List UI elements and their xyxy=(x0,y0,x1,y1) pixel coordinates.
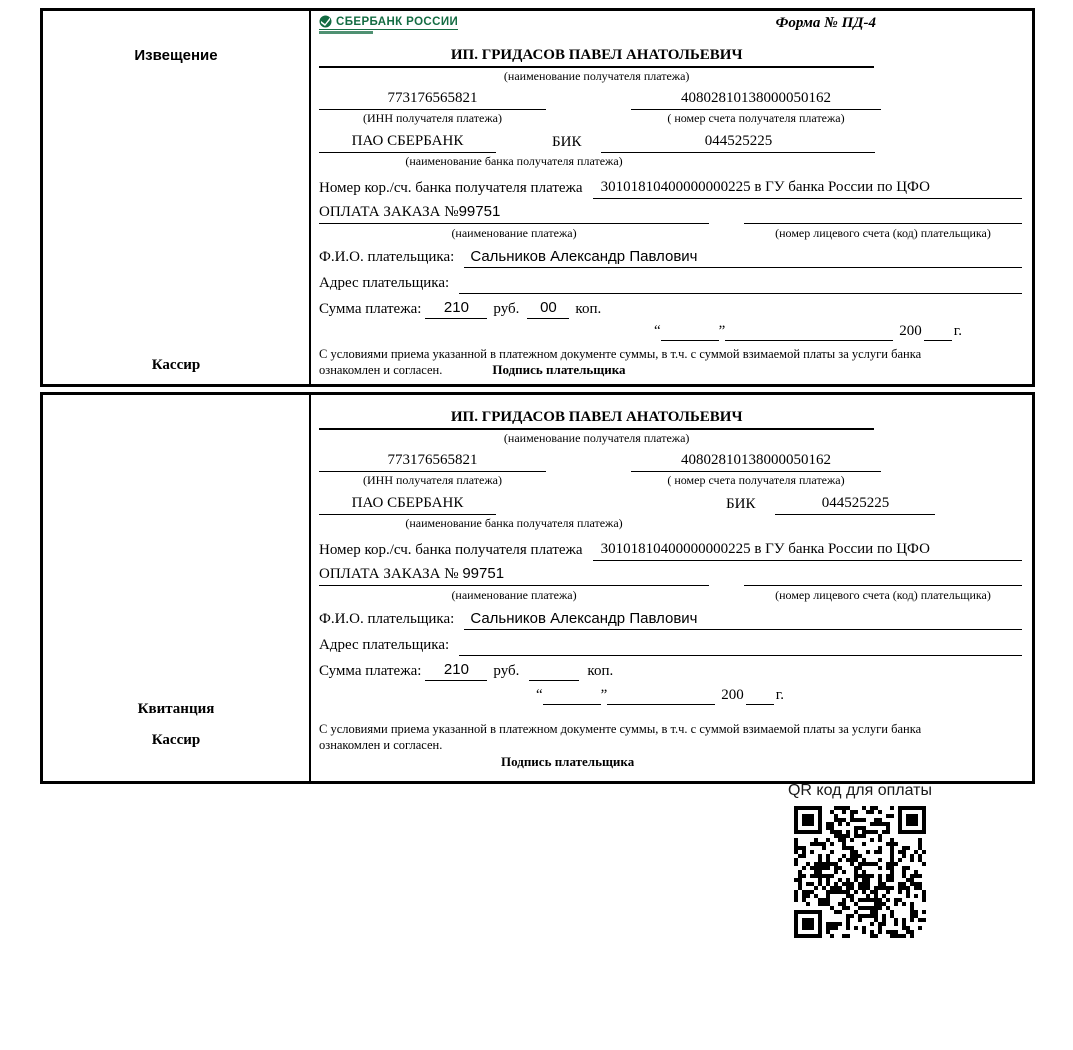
payer-address-label: Адрес плательщика: xyxy=(319,637,450,653)
notice-left-column xyxy=(43,11,311,384)
sum-row xyxy=(319,298,1022,319)
qr-payment-block xyxy=(760,782,960,943)
slips-container xyxy=(40,8,1035,784)
payment-purpose-row xyxy=(319,202,1022,224)
payment-purpose-label: ОПЛАТА ЗАКАЗА № xyxy=(319,566,459,582)
date-day-blank xyxy=(543,704,601,705)
payment-order-number: 99751 xyxy=(458,203,501,220)
receipt-left-column xyxy=(43,395,311,781)
agreement-line1: С условиями приема указанной в платежном документе суммы, в т.ч. с суммой взимаемой платы за услуги банка xyxy=(319,347,922,361)
inn-account-values-row xyxy=(319,450,1022,472)
bank-name-value: ПАО СБЕРБАНК xyxy=(319,131,496,153)
payer-signature-label: Подпись плательщика xyxy=(501,754,635,769)
sberbank-tagline-smudge xyxy=(319,31,373,34)
agreement-line2-wrap xyxy=(319,362,1022,378)
sum-row xyxy=(319,660,1022,681)
date-day-blank xyxy=(661,340,719,341)
account-caption: ( номер счета получателя платежа) xyxy=(667,111,845,125)
notice-header-row xyxy=(319,15,1022,45)
receipt-section-label: Квитанция xyxy=(137,701,215,717)
corr-account-row xyxy=(319,537,1022,561)
account-caption: ( номер счета получателя платежа) xyxy=(667,473,845,487)
date-year-suffix: г. xyxy=(953,323,962,339)
notice-body xyxy=(311,11,1032,384)
spacer xyxy=(546,110,631,127)
corr-account-value: 30101810400000000225 в ГУ банка России по ЦФО xyxy=(593,538,1022,561)
bank-name-caption: (наименование банка получателя платежа) xyxy=(405,516,623,530)
receipt-section xyxy=(40,392,1035,784)
account-value: 40802810138000050162 xyxy=(631,450,881,472)
date-year-prefix: 200 xyxy=(721,687,744,703)
agreement-line1: С условиями приема указанной в платежном документе суммы, в т.ч. с суммой взимаемой платы за услуги банка xyxy=(319,722,922,736)
qr-code-image xyxy=(794,806,926,938)
sum-kopecks-value: 00 xyxy=(527,298,569,319)
kopecks-unit: коп. xyxy=(575,301,602,317)
bank-row xyxy=(319,493,1022,515)
quote-close: ” xyxy=(600,687,608,703)
payment-purpose-label: ОПЛАТА ЗАКАЗА № xyxy=(319,204,459,220)
bik-value: 044525225 xyxy=(775,493,935,515)
date-row xyxy=(319,319,962,341)
bank-row xyxy=(319,131,1022,153)
bik-label: БИК xyxy=(726,496,756,512)
date-year-prefix: 200 xyxy=(899,323,922,339)
notice-section-label: Извещение xyxy=(134,47,218,64)
spacer xyxy=(546,472,631,489)
payer-name-row xyxy=(319,608,1022,630)
kopecks-unit: коп. xyxy=(587,663,614,679)
form-number-label: Форма № ПД-4 xyxy=(775,15,876,31)
inn-account-captions-row xyxy=(319,110,1022,127)
payer-name-value: Сальников Александр Павлович xyxy=(464,608,1022,630)
payment-captions-row xyxy=(319,224,1022,242)
date-month-blank xyxy=(607,704,715,705)
notice-cashier-label: Кассир xyxy=(151,357,201,373)
payer-address-label: Адрес плательщика: xyxy=(319,275,450,291)
inn-value: 773176565821 xyxy=(319,450,546,472)
quote-open: “ xyxy=(653,323,661,339)
payer-name-value: Сальников Александр Павлович xyxy=(464,246,1022,268)
sum-label: Сумма платежа: xyxy=(319,301,422,317)
payer-address-value xyxy=(459,293,1022,294)
date-year-blank xyxy=(924,340,952,341)
recipient-name-caption: (наименование получателя платежа) xyxy=(503,69,690,83)
corr-account-label: Номер кор./сч. банка получателя платежа xyxy=(319,180,583,196)
date-year-suffix: г. xyxy=(775,687,784,703)
payer-signature-label: Подпись плательщика xyxy=(492,362,626,377)
agreement-text xyxy=(319,721,1022,770)
rubles-unit: руб. xyxy=(493,301,520,317)
inn-value: 773176565821 xyxy=(319,88,546,110)
payer-address-row xyxy=(319,272,1022,294)
spacer xyxy=(709,586,744,604)
personal-account-caption: (номер лицевого счета (код) плательщика) xyxy=(775,588,991,602)
payment-purpose-caption: (наименование платежа) xyxy=(451,588,577,602)
inn-account-values-row xyxy=(319,88,1022,110)
agreement-line2: ознакомлен и согласен. xyxy=(319,738,443,752)
payer-address-row xyxy=(319,634,1022,656)
sum-rubles-value: 210 xyxy=(425,298,487,319)
inn-caption: (ИНН получателя платежа) xyxy=(363,111,502,125)
recipient-name: ИП. ГРИДАСОВ ПАВЕЛ АНАТОЛЬЕВИЧ xyxy=(319,45,874,68)
date-month-blank xyxy=(725,340,893,341)
agreement-text xyxy=(319,346,1022,378)
spacer xyxy=(709,224,744,242)
quote-open: “ xyxy=(535,687,543,703)
payer-name-label: Ф.И.О. плательщика: xyxy=(319,611,455,627)
bik-label: БИК xyxy=(552,134,582,150)
rubles-unit: руб. xyxy=(493,663,520,679)
personal-account-blank xyxy=(744,202,1022,224)
corr-account-value: 30101810400000000225 в ГУ банка России по ЦФО xyxy=(593,176,1022,199)
payment-order-number: 99751 xyxy=(462,565,505,582)
sum-rubles-value: 210 xyxy=(425,660,487,681)
date-row xyxy=(319,683,784,705)
sum-label: Сумма платежа: xyxy=(319,663,422,679)
corr-account-label: Номер кор./сч. банка получателя платежа xyxy=(319,542,583,558)
recipient-name: ИП. ГРИДАСОВ ПАВЕЛ АНАТОЛЬЕВИЧ xyxy=(319,407,874,430)
receipt-body xyxy=(311,395,1032,781)
date-year-blank xyxy=(746,704,774,705)
sberbank-logo xyxy=(319,15,458,34)
payment-purpose-caption: (наименование платежа) xyxy=(451,226,577,240)
sberbank-coin-icon xyxy=(319,15,332,28)
payer-name-label: Ф.И.О. плательщика: xyxy=(319,249,455,265)
personal-account-caption: (номер лицевого счета (код) плательщика) xyxy=(775,226,991,240)
payer-name-row xyxy=(319,246,1022,268)
account-value: 40802810138000050162 xyxy=(631,88,881,110)
payer-address-value xyxy=(459,655,1022,656)
payment-purpose xyxy=(319,563,709,586)
agreement-line2: ознакомлен и согласен. xyxy=(319,363,443,377)
sberbank-brand-text: СБЕРБАНК РОССИИ xyxy=(336,15,459,28)
payment-purpose xyxy=(319,201,709,224)
inn-caption: (ИНН получателя платежа) xyxy=(363,473,502,487)
recipient-name-caption: (наименование получателя платежа) xyxy=(503,431,690,445)
receipt-cashier-label: Кассир xyxy=(151,732,201,748)
corr-account-row xyxy=(319,175,1022,199)
notice-section xyxy=(40,8,1035,387)
payment-purpose-row xyxy=(319,564,1022,586)
personal-account-blank xyxy=(744,564,1022,586)
bank-name-value: ПАО СБЕРБАНК xyxy=(319,493,496,515)
spacer xyxy=(546,88,631,110)
quote-close: ” xyxy=(718,323,726,339)
bank-name-caption: (наименование банка получателя платежа) xyxy=(405,154,623,168)
sberbank-logo-top xyxy=(319,15,458,30)
sum-kopecks-value xyxy=(529,680,579,681)
inn-account-captions-row xyxy=(319,472,1022,489)
payment-captions-row xyxy=(319,586,1022,604)
bik-value: 044525225 xyxy=(601,131,875,153)
spacer xyxy=(546,450,631,472)
qr-code-svg xyxy=(794,806,926,938)
qr-label: QR код для оплаты xyxy=(787,782,932,799)
